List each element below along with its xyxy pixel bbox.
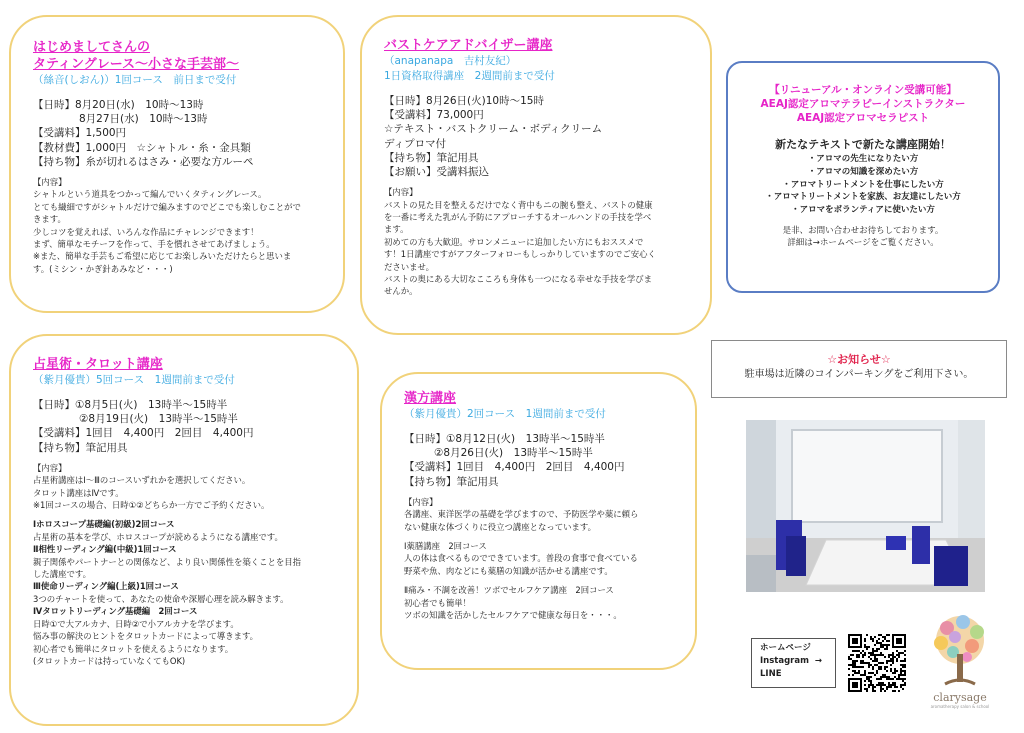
kampo-date-2: ②8月26日(火) 13時半～15時半 [434,447,593,460]
kampo-date-1: ①8月12日(火) 13時半～15時半 [446,433,605,445]
tatting-lace-card [9,15,345,313]
kampo-course-1-text-1: 人の体は食べるものでできています。普段の食事で食べている [404,553,638,564]
kampo-card [380,372,697,670]
bust-content-8: せんか。 [384,286,418,297]
aroma-item-4: ・アロマトリートメントを家族、お友達にしたい方 [765,192,961,203]
bust-bring: 【持ち物】筆記用具 [384,151,479,164]
tatting-date-1: 8月20日(水) 10時～13時 [75,99,204,111]
kampo-course-1-title: Ⅰ薬膳講座 2回コース [404,541,487,552]
tatting-title-line2: タティングレース～小さな手芸部～ [33,57,240,72]
tree-logo-icon [925,610,995,688]
astro-content-2: タロット講座はⅣです。 [33,487,124,498]
aroma-line-1: 【リニューアル・オンライン受講可能】 [769,84,957,96]
kampo-title: 漢方講座 [404,391,457,406]
tatting-bring: 【持ち物】糸が切れるはさみ・必要な方ルーペ [33,155,254,168]
astro-content-3: ※1回コースの場合、日時①②どちらか一方でご予約ください。 [33,500,270,511]
astro-content-label: 【内容】 [33,462,67,473]
astro-course-2-text-1: 親子関係やパートナーとの関係など、より良い関係性を築くことを目指 [33,556,301,567]
astro-course-3-title: Ⅲ使命リーディング編(上級)1回コース [33,581,179,592]
bust-date: 【日時】8月26日(火)10時～15時 [384,95,544,107]
instagram-link[interactable]: Instagram [760,656,809,666]
bust-care-card [360,15,712,335]
astro-course-4-text-1: 日時①で大アルカナ、日時②で小アルカナを学びます。 [33,618,239,629]
bust-content-3: ます。 [384,224,409,235]
aroma-headline: 新たなテキストで新たな講座開始！ [775,138,951,151]
tatting-content-7: す。(ミシン・かぎ針あみなど・・・) [33,263,173,274]
aroma-item-1: ・アロマの先生になりたい方 [807,154,919,164]
astro-course-4-title: Ⅳタロットリーディング基礎編 2回コース [33,606,198,617]
astro-course-4-text-4: (タロットカードは持っていなくてもOK) [33,655,186,666]
tatting-date-label: 【日時】 [33,99,75,111]
tatting-content-5: まず、簡単なモチーフを作って、手を慣れさせてあげましょう。 [33,239,275,250]
tatting-content-2: とても繊細ですがシャトルだけで編みますのでどこでも楽しむことがで [33,201,301,212]
kampo-fee: 【受講料】1回目 4,400円 2回目 4,400円 [404,461,625,474]
homepage-link[interactable]: ホームページ [760,643,811,653]
kampo-intro-1: 各講座、東洋医学の基礎を学びますので、予防医学や薬に頼ら [404,509,639,520]
kampo-course-2-text-1: 初心者でも簡単！ [404,597,471,608]
bust-content-5: す！1日講座ですがアフターフォローもしっかりしていますのでご安心く [384,249,656,260]
line-link[interactable]: LINE [760,669,782,679]
bust-set-1: ☆テキスト・バストクリーム・ボディクリーム [384,123,603,136]
astro-teacher: （紫月優貴）5回コース 1週間前まで受付 [33,374,235,386]
tatting-content-label: 【内容】 [33,177,67,188]
bust-content-7: バストの奥にある大切なこころも身体も一つになる幸せな手技を学びま [384,274,652,285]
qr-code[interactable] [848,634,906,692]
tatting-content-6: ※また、簡単な手芸もご希望に応じてお楽しみいただけたらと思いま [33,251,292,262]
bust-fee: 【受講料】73,000円 [384,109,484,122]
astro-course-4-text-3: 初心者でも簡単にタロットを使えるようになります。 [33,643,234,654]
bust-content-label: 【内容】 [384,187,418,198]
astro-date-2: ②8月19日(火) 13時半～15時半 [79,413,238,426]
aroma-closing-2: 詳細は→ホームページをご覧ください。 [787,238,939,249]
aroma-item-2: ・アロマの知識を深めたい方 [807,166,919,177]
astro-content-1: 占星術講座はⅠ～Ⅲのコースいずれかを選択してください。 [33,475,251,486]
astrology-tarot-card [9,334,359,726]
bust-content-6: ださいませ。 [384,261,434,272]
kampo-course-1-text-2: 野菜や魚、肉などにも薬膳の知識が活かせる講座です。 [404,565,613,576]
tatting-date-2: 8月27日(水) 10時～13時 [79,113,208,126]
kampo-intro-2: ない健康な体づくりに役立つ講座となっています。 [404,521,596,532]
aroma-line-2: AEAJ認定アロマテラピーインストラクター [760,98,966,110]
aroma-item-3: ・アロマトリートメントを仕事にしたい方 [782,179,944,190]
notice-text: 駐車場は近隣のコインパーキングをご利用下さい。 [744,369,974,380]
astro-bring: 【持ち物】筆記用具 [33,441,128,454]
notice-title: ☆お知らせ☆ [827,353,891,366]
astro-course-1-text: 占星術の基本を学び、ホロスコープが読めるようになる講座です。 [33,531,283,542]
bust-set-2: ディプロマ付 [384,137,447,150]
bust-content-1: バストの見た目を整えるだけでなく背中もニの腕も整え、バストの健康 [384,199,653,210]
astro-title: 占星術・タロット講座 [33,357,163,372]
aroma-line-3: AEAJ認定アロマセラピスト [796,112,930,124]
aroma-item-5: ・アロマをボランティアに使いたい方 [791,205,935,216]
links-box[interactable] [751,638,836,688]
parking-notice [711,340,1007,398]
astro-course-4-text-2: 悩み事の解決のヒントをタロットカードによって導きます。 [33,631,259,642]
tatting-material: 【教材費】1,000円 ☆シャトル・糸・金具類 [33,141,251,154]
bust-request: 【お願い】受講料振込 [384,166,489,179]
logo-tagline: aromatherapy salon & school [930,704,990,709]
astro-course-3-text: 3つのチャートを使って、あなたの使命や深層心理を読み解きます。 [33,593,289,604]
kampo-course-2-text-2: ツボの知識を活かしたセルフケアで健康な毎日を・・・。 [404,610,622,621]
bust-title: バストケアアドバイザー講座 [384,38,553,53]
astro-course-2-title: Ⅱ相性リーディング編(中級)1回コース [33,544,177,555]
kampo-course-2-title: Ⅱ痛み・不調を改善！ツボでセルフケア講座 2回コース [404,585,614,596]
astro-date-label: 【日時】 [33,399,75,411]
tatting-content-1: シャトルという道具をつかって編んでいくタティングレース。 [33,189,267,200]
tatting-content-4: 少しコツを覚えれば、いろんな作品にチャレンジできます！ [33,226,259,237]
logo-name: clarysage [933,691,987,704]
clarysage-logo [920,610,1000,720]
aroma-course-box [726,61,1000,293]
astro-course-1-title: Ⅰホロスコープ基礎編(初級)2回コース [33,519,175,530]
bust-content-2: を一番に考えた乳がん予防にアプローチするオールハンドの手技を学べ [384,212,652,223]
tatting-fee: 【受講料】1,500円 [33,127,127,140]
bust-content-4: 初めての方も大歓迎。サロンメニューに追加したい方にもおススメで [384,236,644,247]
classroom-photo [746,420,985,592]
tatting-title-line1: はじめましてさんの [33,40,151,55]
astro-course-2-text-2: した講座です。 [33,569,91,580]
astro-date-1: ①8月5日(火) 13時半～15時半 [75,399,228,411]
kampo-teacher: （紫月優貴）2回コース 1週間前まで受付 [404,408,606,420]
astro-fee: 【受講料】1回目 4,400円 2回目 4,400円 [33,427,254,440]
kampo-bring: 【持ち物】筆記用具 [404,475,499,488]
bust-teacher: （anapanapa 吉村友紀） [384,55,517,67]
bust-course: 1日資格取得講座 2週間前まで受付 [384,70,555,82]
kampo-content-label: 【内容】 [404,496,438,507]
kampo-date-label: 【日時】 [404,433,446,445]
arrow-right-icon: → [814,656,822,666]
tatting-teacher: （絲音(しおん)）1回コース 前日まで受付 [33,74,237,86]
aroma-closing-1: 是非、お問い合わせお待ちしております。 [782,225,944,236]
tatting-content-3: きます。 [33,214,66,225]
